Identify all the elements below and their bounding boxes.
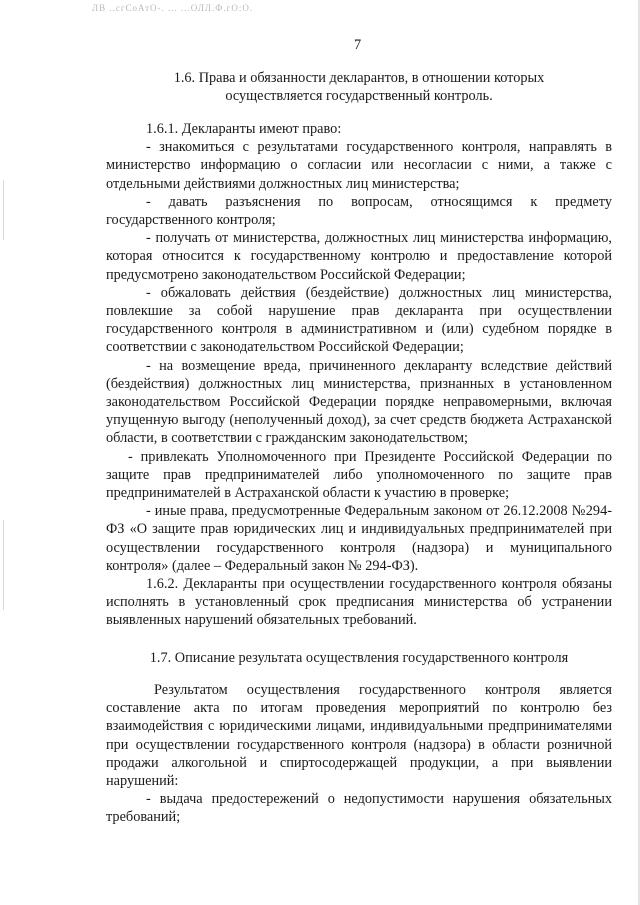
paragraph: - иные права, предусмотренные Федеральным законом от 26.12.2008 №294-ФЗ «О защите прав юридических лиц и индивидуальных предпринимателей при осуществлении государственного контроля (надзора) и муниципального контроля» (далее – Федеральный закон № 294-ФЗ). <box>106 503 612 574</box>
paragraph: - привлекать Уполномоченного при Президенте Российской Федерации по защите прав предпринимателей либо уполномоченного по защите прав предпринимателей в Астраханской области к участию в проверке; <box>106 448 612 502</box>
scan-artifact <box>3 180 4 240</box>
paragraph: - выдача предостережений о недопустимости нарушения обязательных требований; <box>106 791 612 826</box>
paragraph: - на возмещение вреда, причиненного декларанту вследствие действий (бездействия) должностных лиц министерства, признанных в установленном законодательством Российской Федерации порядке неправомерными, включая упущенную выгоду (неполученный доход), за счет средств бюджета Астраханской области, в соответствии с гражданским законодательством; <box>106 357 612 447</box>
section-heading-1-7: 1.7. Описание результата осуществления государственного контроля <box>149 650 569 666</box>
paragraph: - получать от министерства, должностных лиц министерства информацию, которая относится к государственному контролю и предоставление которой предусмотрено законодательством Российской Федерации; <box>106 230 612 283</box>
scan-artifact <box>3 520 4 610</box>
section-1-6-body <box>106 120 612 630</box>
paragraph: Результатом осуществления государственного контроля является составление акта по итогам проведения мероприятий по контролю без взаимодействия с юридическими лицами, индивидуальными предпринимателями при осуществлении государственного контроля (надзора) в области розничной продажи алкогольной и спиртосодержащей продукции, а при выявлении нарушений: <box>106 682 612 790</box>
heading-line: 1.6. Права и обязанности декларантов, в отношении которых <box>173 70 545 86</box>
paragraph: 1.6.2. Декларанты при осуществлении государственного контроля обязаны исполнять в установленный срок предписания министерства об устранении выявленных нарушений обязательных требований. <box>106 576 612 629</box>
section-1-7-body <box>106 681 612 827</box>
scan-header-text: ЛВ ..сгСоАтО-. ... ...ОЛЛ.Ф.гО:О. <box>92 3 254 13</box>
paragraph: - обжаловать действия (бездействие) должностных лиц министерства, повлекшие за собой нарушение прав декларанта при осуществлении государственного контроля в административном и (или) судебном порядке в соответствии с законодательством Российской Федерации; <box>106 284 612 356</box>
paragraph: 1.6.1. Декларанты имеют право: <box>146 121 342 137</box>
page-number: 7 <box>354 37 362 53</box>
section-heading-1-6 <box>106 69 612 105</box>
paragraph: - давать разъяснения по вопросам, относящимся к предмету государственного контроля; <box>106 193 612 229</box>
paragraph: - знакомиться с результатами государственного контроля, направлять в министерство информацию о согласии или несогласии с ними, а также с отдельными действиями должностных лиц министерства; <box>106 139 612 192</box>
heading-line: осуществляется государственный контроль. <box>225 88 493 104</box>
